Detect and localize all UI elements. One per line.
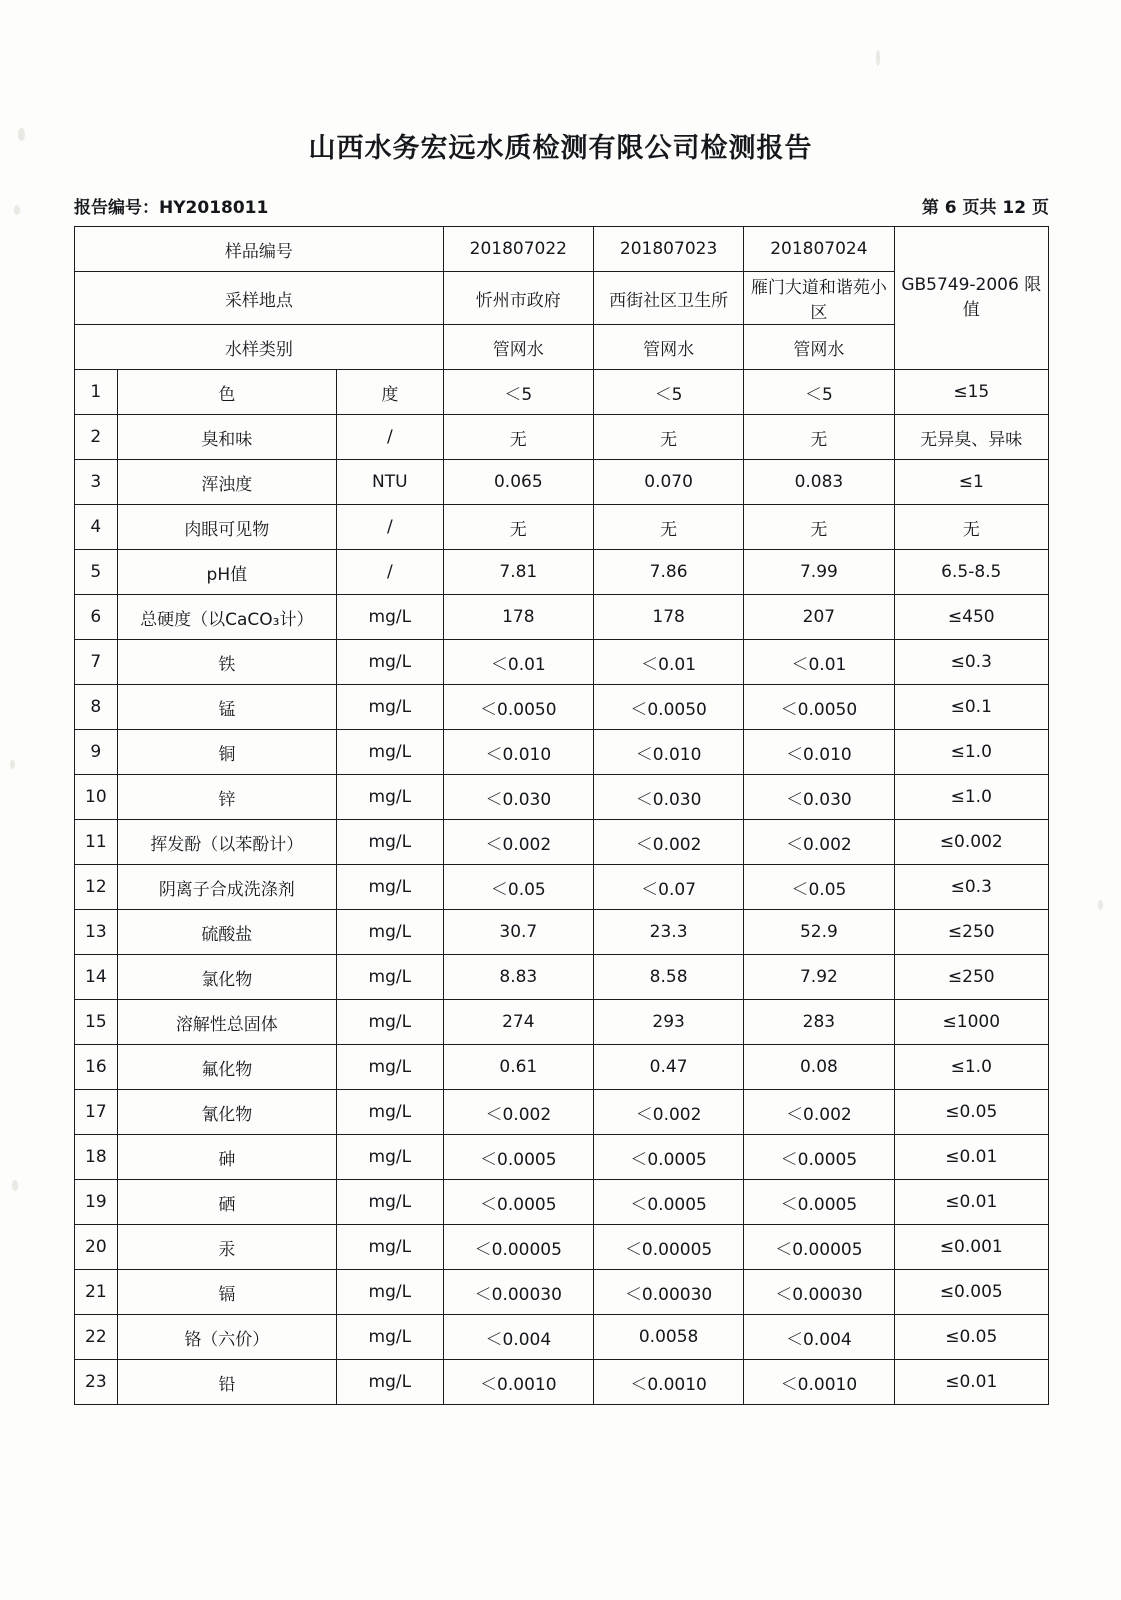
row-limit: ≤0.01 <box>894 1135 1048 1180</box>
table-row <box>75 685 1049 730</box>
row-unit: / <box>337 415 444 460</box>
row-value-3: ＜0.030 <box>744 775 894 820</box>
row-parameter: 锌 <box>117 775 336 820</box>
row-value-3: ＜0.002 <box>744 820 894 865</box>
row-unit: mg/L <box>337 685 444 730</box>
row-value-2: ＜0.030 <box>593 775 743 820</box>
row-value-1: ＜0.0010 <box>443 1360 593 1405</box>
row-unit: mg/L <box>337 1180 444 1225</box>
water-type-2: 管网水 <box>593 325 743 370</box>
row-value-1: 7.81 <box>443 550 593 595</box>
row-limit: ≤0.005 <box>894 1270 1048 1315</box>
row-value-3: ＜0.00005 <box>744 1225 894 1270</box>
row-value-3: 0.08 <box>744 1045 894 1090</box>
row-unit: mg/L <box>337 775 444 820</box>
table-row <box>75 1360 1049 1405</box>
row-unit: mg/L <box>337 1090 444 1135</box>
row-parameter: 氯化物 <box>117 955 336 1000</box>
row-unit: mg/L <box>337 955 444 1000</box>
row-value-2: 178 <box>593 595 743 640</box>
row-index: 18 <box>75 1135 118 1180</box>
row-parameter: 铬（六价） <box>117 1315 336 1360</box>
table-row <box>75 1045 1049 1090</box>
row-parameter: 镉 <box>117 1270 336 1315</box>
row-value-2: 0.070 <box>593 460 743 505</box>
row-value-3: ＜0.01 <box>744 640 894 685</box>
table-row <box>75 775 1049 820</box>
row-value-2: ＜0.01 <box>593 640 743 685</box>
row-limit: ≤250 <box>894 910 1048 955</box>
water-quality-table <box>74 226 1049 1405</box>
row-value-2: 无 <box>593 505 743 550</box>
row-value-2: 293 <box>593 1000 743 1045</box>
row-limit: ≤0.001 <box>894 1225 1048 1270</box>
row-index: 16 <box>75 1045 118 1090</box>
row-value-2: 无 <box>593 415 743 460</box>
row-value-3: ＜0.010 <box>744 730 894 775</box>
row-limit: 无 <box>894 505 1048 550</box>
header-label-sample-site: 采样地点 <box>75 272 444 325</box>
report-meta <box>74 193 1049 218</box>
page-title: 山西水务宏远水质检测有限公司检测报告 <box>308 133 813 164</box>
row-value-3: ＜0.0010 <box>744 1360 894 1405</box>
row-parameter: 铁 <box>117 640 336 685</box>
sample-no-2: 201807023 <box>593 227 743 272</box>
row-value-1: 8.83 <box>443 955 593 1000</box>
table-header-sample-no <box>75 227 1049 272</box>
row-unit: mg/L <box>337 595 444 640</box>
row-value-1: ＜0.002 <box>443 820 593 865</box>
row-value-2: 23.3 <box>593 910 743 955</box>
table-row <box>75 505 1049 550</box>
row-unit: mg/L <box>337 730 444 775</box>
row-index: 22 <box>75 1315 118 1360</box>
row-value-3: 无 <box>744 505 894 550</box>
table-row <box>75 550 1049 595</box>
row-unit: mg/L <box>337 1360 444 1405</box>
row-parameter: 铜 <box>117 730 336 775</box>
table-row <box>75 1180 1049 1225</box>
row-limit: ≤1 <box>894 460 1048 505</box>
row-index: 5 <box>75 550 118 595</box>
row-unit: mg/L <box>337 1225 444 1270</box>
row-unit: / <box>337 505 444 550</box>
row-value-1: ＜0.00005 <box>443 1225 593 1270</box>
row-value-2: 0.0058 <box>593 1315 743 1360</box>
table-row <box>75 865 1049 910</box>
row-index: 20 <box>75 1225 118 1270</box>
table-row <box>75 730 1049 775</box>
table-row <box>75 1270 1049 1315</box>
row-parameter: 锰 <box>117 685 336 730</box>
row-parameter: 总硬度（以CaCO₃计） <box>117 595 336 640</box>
header-label-sample-no: 样品编号 <box>75 227 444 272</box>
row-index: 6 <box>75 595 118 640</box>
row-value-2: ＜0.0010 <box>593 1360 743 1405</box>
row-parameter: 铅 <box>117 1360 336 1405</box>
row-unit: NTU <box>337 460 444 505</box>
table-row <box>75 955 1049 1000</box>
table-row <box>75 370 1049 415</box>
water-type-1: 管网水 <box>443 325 593 370</box>
row-value-3: 52.9 <box>744 910 894 955</box>
row-value-3: 无 <box>744 415 894 460</box>
row-value-1: ＜0.00030 <box>443 1270 593 1315</box>
row-unit: mg/L <box>337 1000 444 1045</box>
row-index: 9 <box>75 730 118 775</box>
row-value-3: 283 <box>744 1000 894 1045</box>
page-number: 第 6 页共 12 页 <box>921 198 1049 218</box>
row-unit: / <box>337 550 444 595</box>
row-value-2: ＜0.07 <box>593 865 743 910</box>
row-value-1: 无 <box>443 415 593 460</box>
row-index: 8 <box>75 685 118 730</box>
row-unit: mg/L <box>337 1315 444 1360</box>
row-value-1: ＜0.05 <box>443 865 593 910</box>
row-index: 21 <box>75 1270 118 1315</box>
row-value-3: ＜0.0005 <box>744 1180 894 1225</box>
row-unit: mg/L <box>337 1045 444 1090</box>
sample-no-1: 201807022 <box>443 227 593 272</box>
row-index: 1 <box>75 370 118 415</box>
row-index: 15 <box>75 1000 118 1045</box>
row-index: 23 <box>75 1360 118 1405</box>
row-value-2: ＜0.00005 <box>593 1225 743 1270</box>
row-parameter: 挥发酚（以苯酚计） <box>117 820 336 865</box>
row-value-2: ＜0.0005 <box>593 1180 743 1225</box>
row-index: 4 <box>75 505 118 550</box>
row-value-1: ＜0.0050 <box>443 685 593 730</box>
row-limit: 无异臭、异味 <box>894 415 1048 460</box>
row-parameter: 硫酸盐 <box>117 910 336 955</box>
row-value-3: ＜0.004 <box>744 1315 894 1360</box>
row-value-1: ＜0.0005 <box>443 1180 593 1225</box>
row-parameter: pH值 <box>117 550 336 595</box>
row-value-1: ＜0.004 <box>443 1315 593 1360</box>
row-limit: ≤0.3 <box>894 640 1048 685</box>
row-unit: mg/L <box>337 910 444 955</box>
row-value-1: 无 <box>443 505 593 550</box>
row-value-1: 0.61 <box>443 1045 593 1090</box>
sample-site-3: 雁门大道和谐苑小区 <box>744 272 894 325</box>
row-index: 10 <box>75 775 118 820</box>
row-index: 2 <box>75 415 118 460</box>
row-limit: ≤0.05 <box>894 1315 1048 1360</box>
row-value-2: ＜5 <box>593 370 743 415</box>
row-index: 3 <box>75 460 118 505</box>
row-limit: ≤1.0 <box>894 775 1048 820</box>
row-value-2: ＜0.00030 <box>593 1270 743 1315</box>
table-row <box>75 1090 1049 1135</box>
table-row <box>75 1135 1049 1180</box>
row-limit: ≤0.01 <box>894 1360 1048 1405</box>
row-value-2: ＜0.010 <box>593 730 743 775</box>
row-value-1: ＜5 <box>443 370 593 415</box>
row-parameter: 氰化物 <box>117 1090 336 1135</box>
report-number: 报告编号：HY2018011 <box>74 198 269 218</box>
table-row <box>75 910 1049 955</box>
row-value-2: 7.86 <box>593 550 743 595</box>
row-parameter: 浑浊度 <box>117 460 336 505</box>
row-value-3: 0.083 <box>744 460 894 505</box>
row-value-2: ＜0.0050 <box>593 685 743 730</box>
table-row <box>75 415 1049 460</box>
row-unit: mg/L <box>337 865 444 910</box>
row-value-2: 8.58 <box>593 955 743 1000</box>
row-value-3: 7.92 <box>744 955 894 1000</box>
row-value-2: ＜0.002 <box>593 820 743 865</box>
row-value-3: ＜0.05 <box>744 865 894 910</box>
row-limit: ≤15 <box>894 370 1048 415</box>
row-value-3: ＜0.0050 <box>744 685 894 730</box>
row-parameter: 汞 <box>117 1225 336 1270</box>
row-unit: mg/L <box>337 820 444 865</box>
row-limit: ≤450 <box>894 595 1048 640</box>
row-index: 17 <box>75 1090 118 1135</box>
header-label-water-type: 水样类别 <box>75 325 444 370</box>
row-limit: ≤250 <box>894 955 1048 1000</box>
water-type-3: 管网水 <box>744 325 894 370</box>
row-index: 12 <box>75 865 118 910</box>
row-value-2: ＜0.0005 <box>593 1135 743 1180</box>
row-value-1: 30.7 <box>443 910 593 955</box>
table-row <box>75 1225 1049 1270</box>
row-value-1: ＜0.0005 <box>443 1135 593 1180</box>
row-value-3: ＜0.002 <box>744 1090 894 1135</box>
row-parameter: 氟化物 <box>117 1045 336 1090</box>
row-limit: ≤1000 <box>894 1000 1048 1045</box>
row-parameter: 色 <box>117 370 336 415</box>
row-index: 19 <box>75 1180 118 1225</box>
row-value-1: ＜0.030 <box>443 775 593 820</box>
row-value-3: 7.99 <box>744 550 894 595</box>
row-unit: mg/L <box>337 1270 444 1315</box>
row-parameter: 肉眼可见物 <box>117 505 336 550</box>
standard-limit-header: GB5749-2006 限值 <box>894 227 1048 370</box>
sample-no-3: 201807024 <box>744 227 894 272</box>
row-value-1: 274 <box>443 1000 593 1045</box>
row-index: 14 <box>75 955 118 1000</box>
row-parameter: 硒 <box>117 1180 336 1225</box>
row-value-3: ＜0.00030 <box>744 1270 894 1315</box>
row-limit: ≤0.1 <box>894 685 1048 730</box>
row-limit: ≤0.002 <box>894 820 1048 865</box>
row-value-1: ＜0.002 <box>443 1090 593 1135</box>
row-limit: ≤0.3 <box>894 865 1048 910</box>
row-parameter: 砷 <box>117 1135 336 1180</box>
sample-site-2: 西街社区卫生所 <box>593 272 743 325</box>
row-unit: mg/L <box>337 640 444 685</box>
row-index: 11 <box>75 820 118 865</box>
table-row <box>75 640 1049 685</box>
row-index: 7 <box>75 640 118 685</box>
row-limit: ≤0.05 <box>894 1090 1048 1135</box>
table-row <box>75 1000 1049 1045</box>
table-row <box>75 1315 1049 1360</box>
row-value-3: ＜0.0005 <box>744 1135 894 1180</box>
table-row <box>75 595 1049 640</box>
row-limit: ≤0.01 <box>894 1180 1048 1225</box>
row-unit: mg/L <box>337 1135 444 1180</box>
row-parameter: 阴离子合成洗涤剂 <box>117 865 336 910</box>
sample-site-1: 忻州市政府 <box>443 272 593 325</box>
row-value-1: 0.065 <box>443 460 593 505</box>
row-value-1: ＜0.010 <box>443 730 593 775</box>
row-limit: ≤1.0 <box>894 1045 1048 1090</box>
row-index: 13 <box>75 910 118 955</box>
row-value-3: ＜5 <box>744 370 894 415</box>
row-value-1: 178 <box>443 595 593 640</box>
row-limit: ≤1.0 <box>894 730 1048 775</box>
row-parameter: 臭和味 <box>117 415 336 460</box>
row-value-2: ＜0.002 <box>593 1090 743 1135</box>
row-value-1: ＜0.01 <box>443 640 593 685</box>
row-value-2: 0.47 <box>593 1045 743 1090</box>
row-limit: 6.5-8.5 <box>894 550 1048 595</box>
table-row <box>75 460 1049 505</box>
row-unit: 度 <box>337 370 444 415</box>
row-value-3: 207 <box>744 595 894 640</box>
table-row <box>75 820 1049 865</box>
row-parameter: 溶解性总固体 <box>117 1000 336 1045</box>
